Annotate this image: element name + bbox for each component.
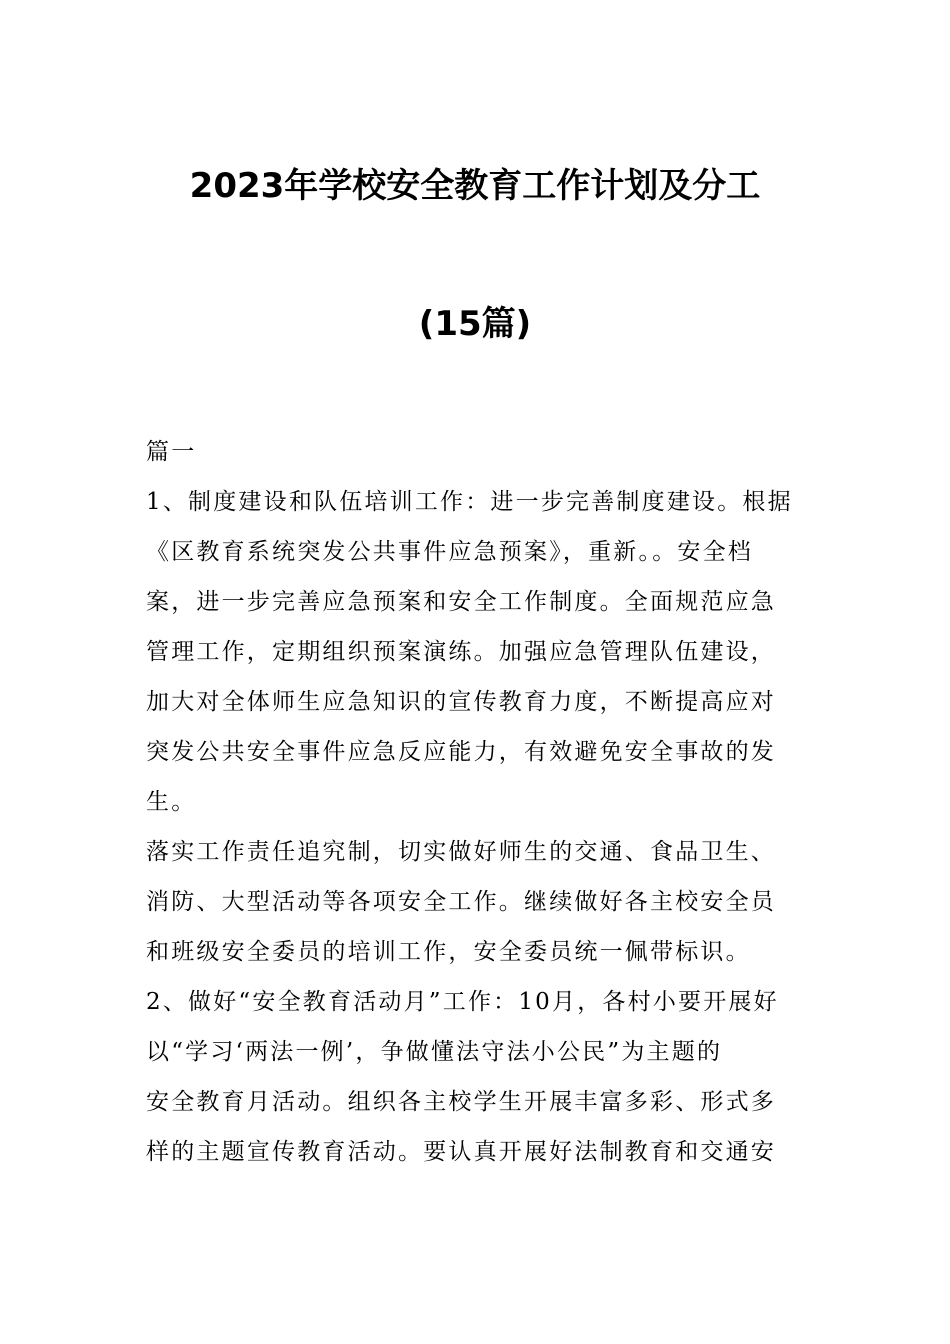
body-line: 2、做好“安全教育活动月”工作：10月，各村小要开展好: [146, 989, 779, 1015]
body-line: 《区教育系统突发公共事件应急预案》，重新。。安全档: [146, 539, 753, 565]
document-subtitle: (15篇): [418, 304, 532, 344]
body-line: 生。: [146, 789, 197, 815]
body-line: 安全教育月活动。组织各主校学生开展丰富多彩、形式多: [146, 1089, 776, 1115]
section-heading: 篇一: [146, 439, 197, 465]
body-line: 消防、大型活动等各项安全工作。继续做好各主校安全员: [146, 889, 776, 915]
body-line: 1、制度建设和队伍培训工作：进一步完善制度建设。根据: [146, 489, 793, 515]
body-line: 落实工作责任追究制，切实做好师生的交通、食品卫生、: [146, 839, 776, 865]
body-line: 管理工作，定期组织预案演练。加强应急管理队伍建设，: [146, 639, 776, 665]
body-line: 样的主题宣传教育活动。要认真开展好法制教育和交通安: [146, 1139, 776, 1165]
document-title: 2023年学校安全教育工作计划及分工: [189, 166, 761, 206]
body-line: 突发公共安全事件应急反应能力，有效避免安全事故的发: [146, 739, 776, 765]
body-line: 和班级安全委员的培训工作，安全委员统一佩带标识。: [146, 939, 751, 965]
body-line: 以“学习‘两法一例’，争做懂法守法小公民”为主题的: [146, 1039, 723, 1065]
body-line: 案，进一步完善应急预案和安全工作制度。全面规范应急: [146, 589, 776, 615]
body-line: 加大对全体师生应急知识的宣传教育力度，不断提高应对: [146, 689, 776, 715]
